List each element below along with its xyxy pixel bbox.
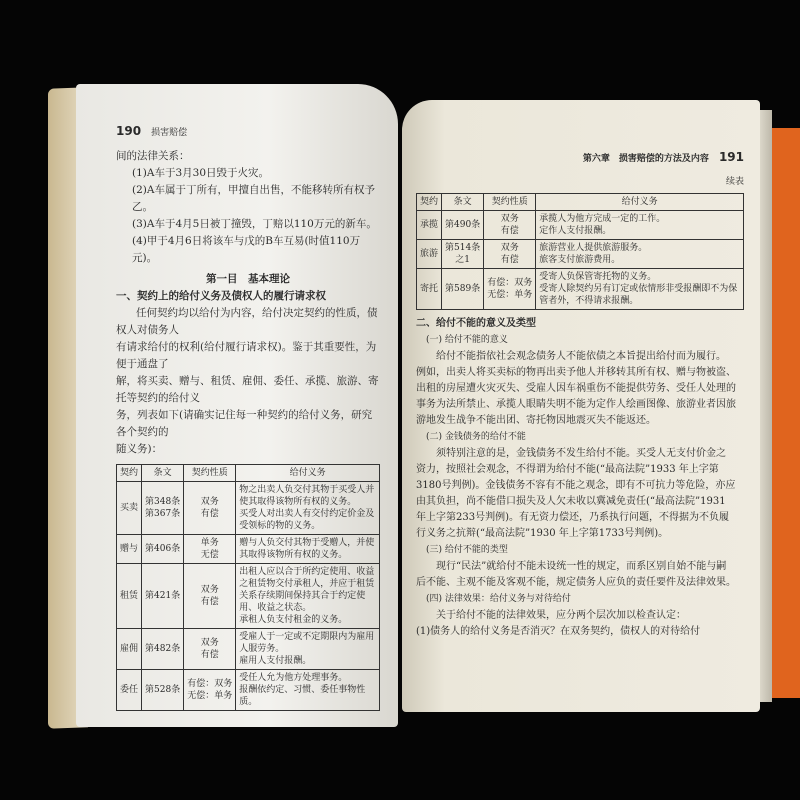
body-line: 任何契约均以给付为内容，给付决定契约的性质，债权人对债务人 bbox=[116, 307, 378, 336]
body-line: 行义务之抗辩(“最高法院”1930 年上字第1733号判例)。 bbox=[416, 528, 669, 539]
body-line: 务，列表如下(请确实记住每一种契约的给付义务，研究各个契约的 bbox=[116, 409, 373, 438]
table-cell: 旅游营业人提供旅游服务。 旅客支付旅游费用。 bbox=[536, 240, 744, 269]
body-line: 现行“民法”就给付不能未设统一性的规定，而系区别自始不能与嗣 bbox=[436, 561, 727, 572]
table-cell: 承揽 bbox=[417, 211, 442, 240]
body-paragraph bbox=[116, 305, 380, 458]
subheading: (三) 给付不能的类型 bbox=[426, 545, 508, 555]
body-lines bbox=[116, 148, 380, 267]
column-header: 契约性质 bbox=[484, 194, 536, 211]
page-number: 191 bbox=[718, 150, 744, 164]
table-cell: 委任 bbox=[117, 670, 142, 711]
table-cell: 第490条 bbox=[442, 211, 484, 240]
table-cell: 买卖 bbox=[117, 482, 142, 535]
page-number: 190 bbox=[116, 124, 142, 138]
table-cell: 出租人应以合于所约定使用、收益之租赁物交付承租人，并应于租赁关系存续期间保持其合于约定使用、收益之状态。 承租人负支付租金的义务。 bbox=[236, 564, 380, 629]
body-line: 关于给付不能的法律效果，应分两个层次加以检查认定： bbox=[436, 610, 686, 621]
table-cell: 赠与人负交付其物于受赠人，并使其取得该物所有权的义务。 bbox=[236, 535, 380, 564]
body-line: 年上字第233号判例)。有无资力偿还，乃系执行问题，不得据为不负履 bbox=[416, 512, 729, 523]
column-header: 条文 bbox=[442, 194, 484, 211]
subheading: (四) 法律效果：给付义务与对待给付 bbox=[426, 594, 571, 604]
table-cell: 承揽人为他方完成一定的工作。 定作人支付报酬。 bbox=[536, 211, 744, 240]
table-cell: 第348条 第367条 bbox=[142, 482, 184, 535]
table-cell: 受任人允为他方处理事务。 报酬依约定、习惯、委任事物性质。 bbox=[236, 670, 380, 711]
table-row bbox=[117, 670, 380, 711]
column-header: 给付义务 bbox=[236, 465, 380, 482]
table-cell: 物之出卖人负交付其物于买受人并使其取得该物所有权的义务。 买受人对出卖人有交付约定价金及受领标的物的义务。 bbox=[236, 482, 380, 535]
body-blocks bbox=[416, 332, 744, 640]
column-header: 给付义务 bbox=[536, 194, 744, 211]
section-title: 第一目 基本理论 bbox=[206, 273, 290, 285]
section-heading: 一、契约上的给付义务及债权人的履行请求权 bbox=[116, 290, 326, 302]
body-line: (3)A车于4月5日被丁撞毁，丁赔以110万元的新车。 bbox=[132, 218, 377, 230]
page-stack-edge-right bbox=[758, 110, 772, 702]
body-line: (2)A车属于丁所有，甲擅自出售，不能移转所有权予乙。 bbox=[132, 184, 375, 213]
body-line: 解，将买卖、赠与、租赁、雇佣、委任、承揽、旅游、寄托等契约的给付义 bbox=[116, 375, 379, 404]
book-cover-edge bbox=[770, 128, 800, 698]
left-page bbox=[76, 84, 398, 727]
body-line: (4)甲于4月6日将该车与戊的B车互易(时值110万元)。 bbox=[132, 235, 361, 264]
table-cell: 单务 无偿 bbox=[184, 535, 236, 564]
body-line: 有请求给付的权利(给付履行请求权)。鉴于其重要性，为便于通盘了 bbox=[116, 341, 377, 370]
table-cell: 双务 有偿 bbox=[184, 629, 236, 670]
chapter-head: 第六章 损害赔偿的方法及内容 bbox=[582, 154, 709, 164]
table-cell: 有偿：双务 无偿：单务 bbox=[184, 670, 236, 711]
body-line: 随义务)： bbox=[116, 443, 163, 455]
subheading: (二) 金钱债务的给付不能 bbox=[426, 432, 526, 442]
table-cell: 第528条 bbox=[142, 670, 184, 711]
table-row bbox=[117, 564, 380, 629]
subheading: (一) 给付不能的意义 bbox=[426, 335, 508, 345]
column-header: 契约 bbox=[417, 194, 442, 211]
section-heading: 二、给付不能的意义及类型 bbox=[416, 318, 536, 329]
table-cell: 双务 有偿 bbox=[484, 211, 536, 240]
table-cell: 有偿：双务 无偿：单务 bbox=[484, 269, 536, 310]
contract-table-continued bbox=[416, 193, 744, 310]
body-line: 给付不能指依社会观念债务人不能依债之本旨提出给付而为履行。 bbox=[436, 351, 726, 362]
table-cell: 租赁 bbox=[117, 564, 142, 629]
table-cell: 第421条 bbox=[142, 564, 184, 629]
table-cell: 双务 有偿 bbox=[184, 482, 236, 535]
body-line: 3180号判例)。金钱债务不容有不能之观念，即有不可抗力等危险，亦应 bbox=[416, 480, 736, 491]
body-line: 游地发生战争不能出团、寄托物因地震灭失不能返还。 bbox=[416, 415, 656, 426]
table-cell: 受雇人于一定或不定期限内为雇用人服劳务。 雇用人支付报酬。 bbox=[236, 629, 380, 670]
column-header: 契约性质 bbox=[184, 465, 236, 482]
table-cell: 第514条 之1 bbox=[442, 240, 484, 269]
table-cell: 赠与 bbox=[117, 535, 142, 564]
right-page bbox=[402, 100, 760, 712]
table-cell: 雇佣 bbox=[117, 629, 142, 670]
table-row bbox=[117, 482, 380, 535]
page-header bbox=[416, 150, 744, 164]
body-line: 资力，按照社会观念，不得谓为给付不能(“最高法院”1933 年上字第 bbox=[416, 464, 719, 475]
table-cell: 第589条 bbox=[442, 269, 484, 310]
body-line: 由其负担，尚不能借口损失及人欠未收以冀减免责任(“最高法院”1931 bbox=[416, 496, 726, 507]
table-row bbox=[417, 269, 744, 310]
body-line: 事务为法所禁止、承揽人眼睛失明不能为定作人绘画图像、旅游业者因旅 bbox=[416, 399, 736, 410]
table-cell: 寄托 bbox=[417, 269, 442, 310]
table-row bbox=[117, 629, 380, 670]
body-line: 出租的房屋遭火灾灭失、受雇人因车祸重伤不能提供劳务、受任人处理的 bbox=[416, 383, 736, 394]
table-cell: 旅游 bbox=[417, 240, 442, 269]
column-header: 条文 bbox=[142, 465, 184, 482]
body-line: (1)A车于3月30日毁于火灾。 bbox=[132, 167, 269, 179]
page-header bbox=[116, 124, 380, 138]
table-cell: 双务 有偿 bbox=[484, 240, 536, 269]
table-cell: 第406条 bbox=[142, 535, 184, 564]
body-line: 须特别注意的是，金钱债务不发生给付不能。买受人无支付价金之 bbox=[436, 448, 726, 459]
body-line: 例如，出卖人将买卖标的物再出卖予他人并移转其所有权、赠与物被盗、 bbox=[416, 367, 736, 378]
contract-table bbox=[116, 464, 380, 711]
table-row bbox=[117, 535, 380, 564]
table-row bbox=[417, 240, 744, 269]
table-row bbox=[417, 211, 744, 240]
table-cell: 第482条 bbox=[142, 629, 184, 670]
column-header: 契约 bbox=[117, 465, 142, 482]
table-cell: 双务 有偿 bbox=[184, 564, 236, 629]
running-head: 损害赔偿 bbox=[151, 128, 188, 138]
body-line: (1)债务人的给付义务是否消灭？在双务契约，债权人的对待给付 bbox=[416, 626, 701, 637]
body-line: 后不能、主观不能及客观不能，规定债务人应负的责任要件及法律效果。 bbox=[416, 577, 736, 588]
table-cell: 受寄人负保管寄托物的义务。 受寄人除契约另有订定或依情形非受报酬即不为保管者外，不得请求报酬。 bbox=[536, 269, 744, 310]
table-continued-label: 续表 bbox=[725, 177, 744, 187]
body-line: 间的法律关系： bbox=[116, 150, 190, 162]
